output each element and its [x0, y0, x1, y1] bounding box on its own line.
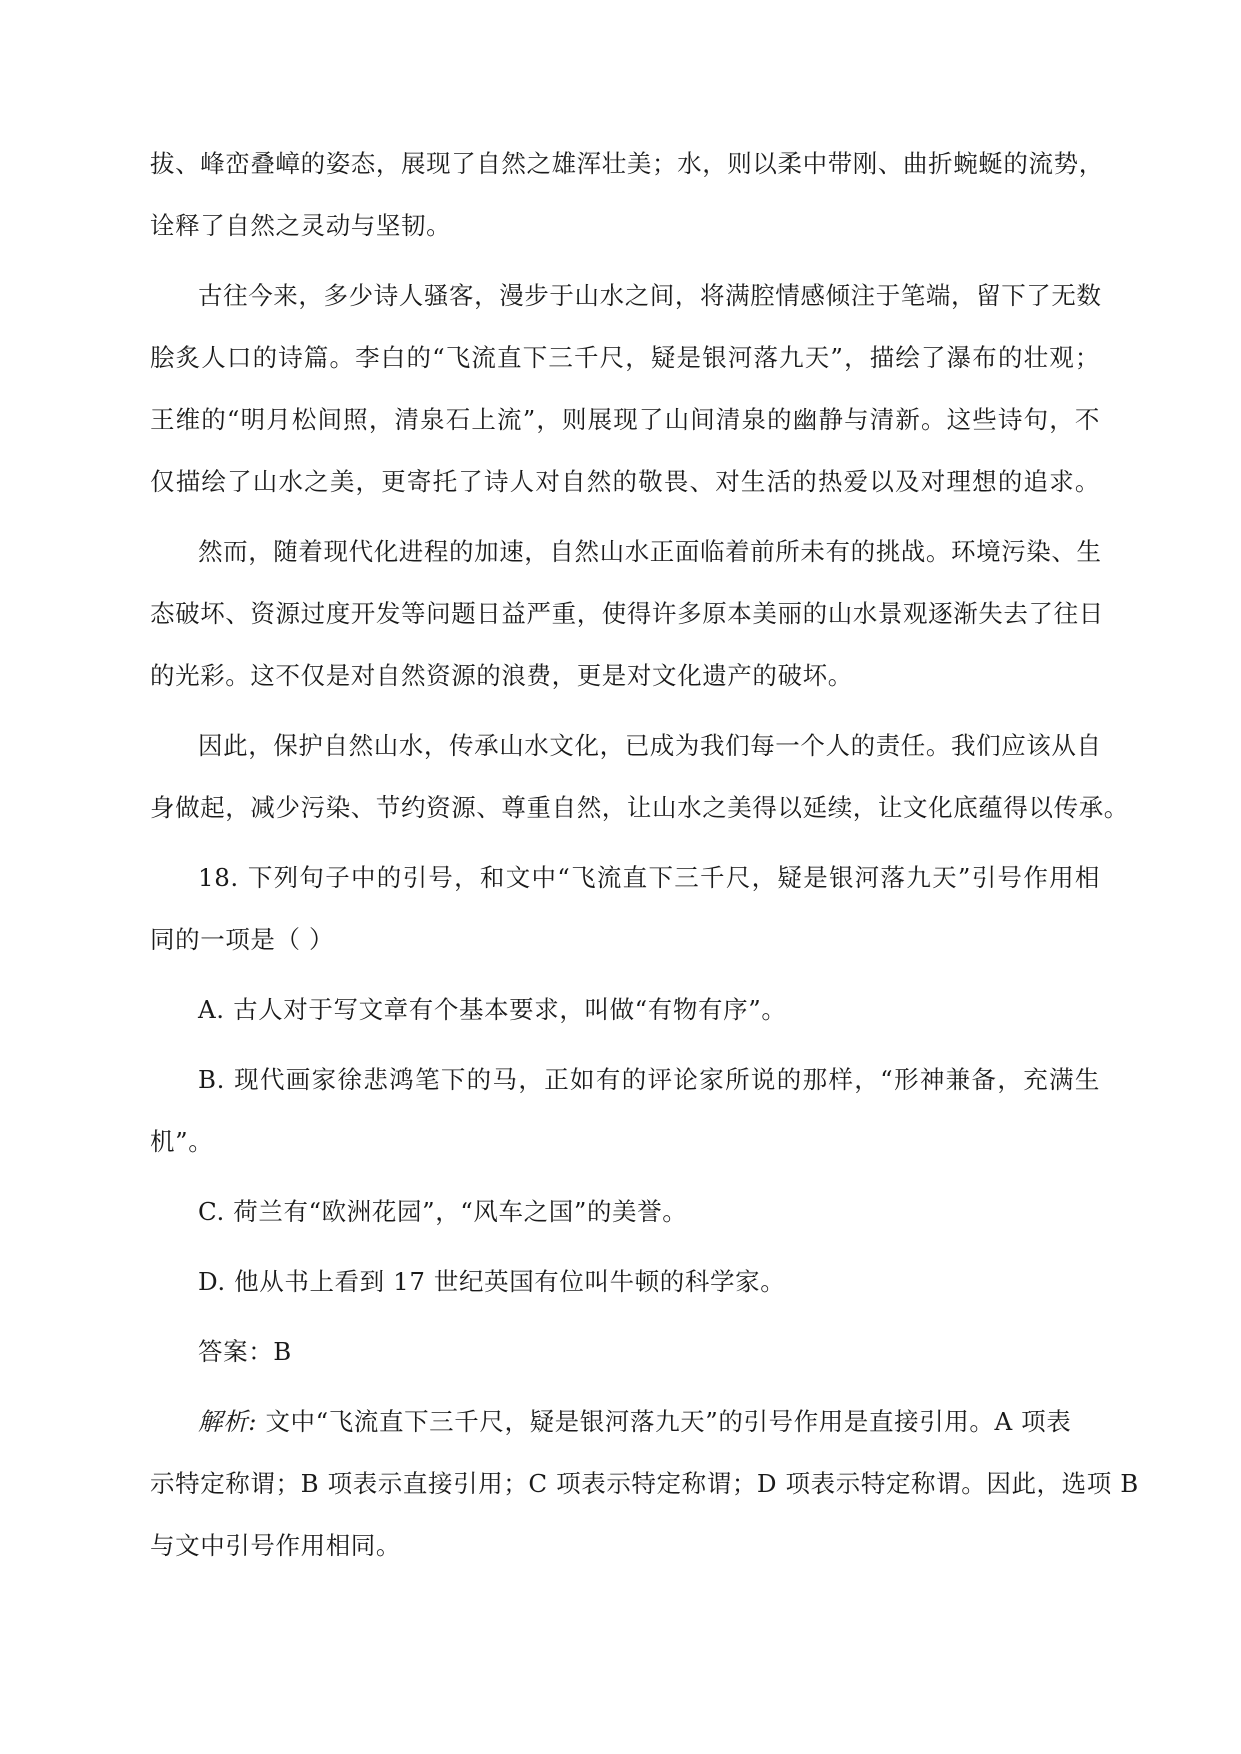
option-d: D. 他从书上看到 17 世纪英国有位叫牛顿的科学家。: [198, 1267, 786, 1296]
analysis-line-1: [198, 1407, 1100, 1437]
analysis-line-3: 与文中引号作用相同。: [150, 1531, 401, 1560]
answer: 答案：B: [198, 1337, 292, 1366]
paragraph-4-line-1: 因此，保护自然山水，传承山水文化，已成为我们每一个人的责任。我们应该从自: [198, 731, 1102, 760]
paragraph-1-line-2: 诠释了自然之灵动与坚韧。: [150, 211, 452, 240]
question-line-1: 18. 下列句子中的引号，和文中“飞流直下三千尺，疑是银河落九天”引号作用相: [198, 863, 1100, 892]
paragraph-4-line-2: 身做起，减少污染、节约资源、尊重自然，让山水之美得以延续，让文化底蕴得以传承。: [150, 793, 1129, 822]
analysis-label: 解析:: [198, 1407, 258, 1436]
option-b-line-2: 机”。: [150, 1127, 214, 1156]
paragraph-1-line-1: 拔、峰峦叠嶂的姿态，展现了自然之雄浑壮美；水，则以柔中带刚、曲折蜿蜒的流势，: [150, 149, 1104, 178]
question-line-2: 同的一项是（ ）: [150, 925, 335, 954]
option-a: A. 古人对于写文章有个基本要求，叫做“有物有序”。: [198, 995, 787, 1024]
paragraph-3-line-3: 的光彩。这不仅是对自然资源的浪费，更是对文化遗产的破坏。: [150, 661, 853, 690]
paragraph-2-line-4: 仅描绘了山水之美，更寄托了诗人对自然的敬畏、对生活的热爱以及对理想的追求。: [150, 467, 1100, 496]
paragraph-2-line-3: 王维的“明月松间照，清泉石上流”，则展现了山间清泉的幽静与清新。这些诗句，不: [150, 405, 1100, 434]
option-c: C. 荷兰有“欧洲花园”，“风车之国”的美誉。: [198, 1197, 688, 1226]
paragraph-3-line-2: 态破坏、资源过度开发等问题日益严重，使得许多原本美丽的山水景观逐渐失去了往日: [150, 599, 1104, 628]
option-b-line-1: B. 现代画家徐悲鸿笔下的马，正如有的评论家所说的那样，“形神兼备，充满生: [198, 1065, 1100, 1094]
paragraph-3-line-1: 然而，随着现代化进程的加速，自然山水正面临着前所未有的挑战。环境污染、生: [198, 537, 1102, 566]
analysis-text-1: 文中“飞流直下三千尺，疑是银河落九天”的引号作用是直接引用。A 项表: [257, 1407, 1072, 1436]
paragraph-2-line-1: 古往今来，多少诗人骚客，漫步于山水之间，将满腔情感倾注于笔端，留下了无数: [198, 281, 1102, 310]
analysis-line-2: 示特定称谓；B 项表示直接引用；C 项表示特定称谓；D 项表示特定称谓。因此，选项 B: [150, 1469, 1139, 1498]
paragraph-2-line-2: 脍炙人口的诗篇。李白的“飞流直下三千尺，疑是银河落九天”，描绘了瀑布的壮观；: [150, 343, 1100, 372]
